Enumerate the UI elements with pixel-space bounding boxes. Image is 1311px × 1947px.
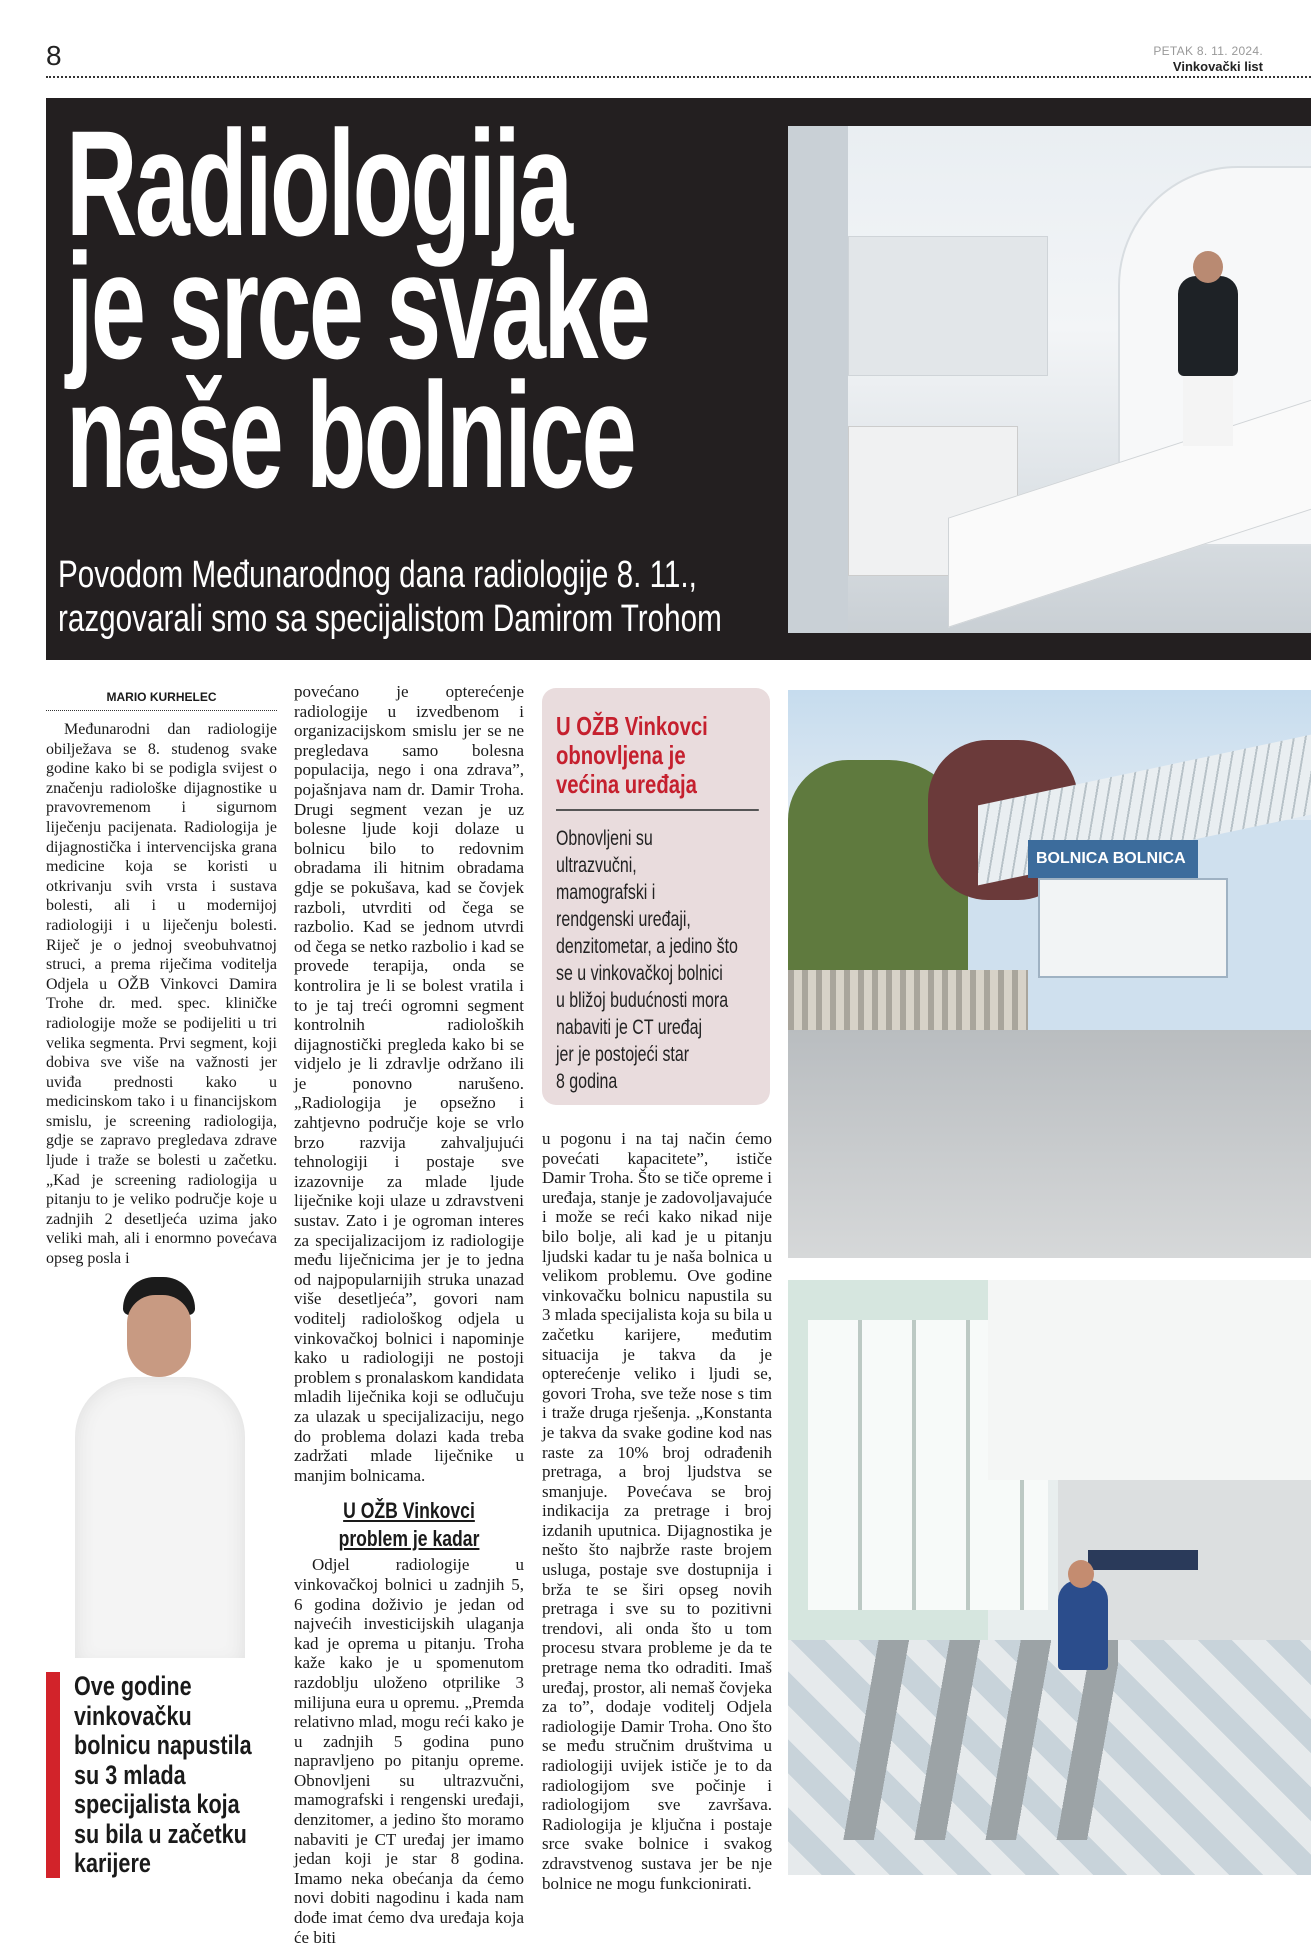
pull-quote-line: su 3 mlada	[74, 1759, 186, 1790]
headline-line: Radiologija	[66, 99, 571, 267]
mri-room-photo	[788, 126, 1311, 633]
subheading-line: problem je kadar	[338, 1526, 480, 1552]
subtitle-line: Povodom Međunarodnog dana radiologije 8. 11.,	[58, 554, 697, 596]
headline-line: naše bolnice	[66, 351, 635, 519]
article-column-3	[542, 1129, 772, 1893]
hospital-corridor-photo	[788, 1280, 1311, 1875]
info-box-body: Obnovljeni su ultrazvučni, mamografski i rendgenski uređaji, denzitometar, a jedino što se u vinkovačkoj bolnici u bližoj budućnosti mora nabaviti je CT uređaj jer je postojeći star 8 godina	[556, 827, 738, 1093]
paragraph: Međunarodni dan radiologije obilježava se 8. studenog svake godine kako bi se podigla svijest o značenju radiološke dijagnostike u pravovremenom i sigurnom liječenju pacijenata. Radiologija je dijagnostička i intervencijska grana medicine koja se koristi u otkrivanju svih vrsta i sustava bolesti, ali i u modernijoj radiologiji i u liječenju bolesti. Riječ je o jednoj sveobuhvatnoj struci, a prema riječima voditelja Odjela u OŽB Vinkovci Damira Trohe dr. med. spec. kliničke radiologije može se podijeliti u tri velika segmenta. Prvi segment, koji dobiva sve više na važnosti jer uviđa prednosti kako u medicinskom tako i u financijskom smislu, je screening radiologija, gdje se zapravo pregledava zdrave ljude i traže se bolesti u začetku. „Kad je screening radiologija u pitanju to je veliko područje koje u zadnjih 2 desetljeća uzima jako veliki mah, ali i enormno povećava opseg posla i	[46, 721, 277, 1268]
pull-quote-line: bolnicu napustila	[74, 1730, 252, 1760]
hospital-sign: BOLNICA BOLNICA	[1028, 840, 1198, 878]
page-number: 8	[46, 40, 62, 71]
pull-quote-line: karijere	[74, 1848, 151, 1878]
paragraph: povećano je opterećenje radiologije u izvedbenom i organizacijskom smislu jer se ne pregledava samo bolesna populacija, nego i ona zdrava”, pojašnjava nam dr. Damir Troha. Drugi segment vezan je uz bolesne ljude koji dolaze u bolnicu bilo to redovnim obradama ili hitnim obradama gdje se pokušava, kad se čovjek razboli, utvrditi od čega se razbolio. Kad se jednom utvrdi od čega se netko razbolio i kad se provede terapija, onda se kontrolira je li se bolest vratila i to je taj treći ogromni segment kontrolnih radioloških dijagnostički pregleda kako bi se vidjelo je li zdravlje održano ili je ponovno narušeno. „Radiologija je opsežno i zahtjevno područje koje se vrlo brzo razvija zahvaljujući tehnologiji i postaje sve izazovnije za mlade ljude liječnike koji ulaze u zdravstveni sustav. Zato i je ogroman interes za specijalizacijom iz radiologije među liječnicima jer je to jedna od najpopularnijih struka unazad više desetljeća”, govori nam voditelj radiološkog odjela u vinkovačkoj bolnici i napominje kako u radiologiji ne postoji problem s pronalaskom kandidata mladih liječnika koji se odlučuju za ulazak u specijalizaciju, nego do problema dolazi kada treba zadržati mlade liječnike u manjim bolnicama.	[294, 682, 524, 1485]
pull-quote	[46, 1672, 277, 1878]
pull-quote-line: Ove godine	[74, 1672, 192, 1701]
paragraph: u pogonu i na taj način ćemo povećati kapacitete”, ističe Damir Troha. Što se tiče opreme i uređaja, stanje je zadovoljavajuće i može se reći kako nikad nije bilo bolje, ali kad je u pitanju ljudski kadar tu je naša bolnica u velikom problemu. Ove godine vinkovačku bolnicu napustila su 3 mlada specijalista koja su bila u začetku karijere, međutim situacija je takva da je opterećenje veliko i ljudi se, govori Troha, sve teže nose s tim i traže druga rješenja. „Konstanta je takva da svake godine kod nas raste za 10% broj odrađenih pretraga, a broj ljudstva se smanjuje. Povećava se broj indikacija za pretrage i broj izdanih uputnica. Dijagnostika je nešto što najbrže raste brojem usluga, postaje sve dostupnija i brža te se širi opseg novih pretraga i sve su to pozitivni trendovi, ali onda što u tom procesu stvara probleme je da te pretrage nema tko odraditi. Imaš uređaj, prostor, ali nemaš čovjeka za to”, dodaje voditelj Odjela radiologije Damir Troha. Ono što se među stručnim društvima u radiologiji uvijek ističe je to da radiologijom sve počinje i radiologijom sve završava. Radiologija je ključna i postaje srce svake bolnice i svakog zdravstvenog sustava jer be nje bolnice ne mogu funkcionirati.	[542, 1129, 772, 1893]
article-column-2	[294, 682, 524, 1947]
headline-line: je srce svake	[66, 222, 649, 390]
paragraph: Odjel radiologije u vinkovačkoj bolnici u zadnjih 5, 6 godina doživio je jedan od najvećih investicijskih ulaganja kad je oprema u pitanju. Troha kaže kako je u spomenutom razdoblju uloženo otprilike 3 milijuna eura u opremu. „Premda relativno mlad, mogu reći kako je u zadnjih 5 godina puno napravljeno po pitanju opreme. Obnovljeni su ultrazvučni, mamografski i rengenski uređaji, denzitomer, a jedino što moramo nabaviti je CT uređaj jer imamo jedan koji je star 8 godina. Imamo neka obećanja da ćemo novi dobiti nagodinu i kada nam dođe imat ćemo dva uređaja koja će biti	[294, 1555, 524, 1947]
article-column-1-wrapper	[46, 720, 277, 1878]
section-subheading	[317, 1497, 501, 1553]
pull-quote-line: vinkovačku	[74, 1700, 192, 1731]
info-box	[542, 688, 770, 1105]
article-column-1	[46, 720, 277, 1269]
subtitle-line: razgovarali smo sa specijalistom Damirom Trohom	[58, 598, 722, 640]
pull-quote-line: su bila u začetku	[74, 1818, 247, 1849]
publication-name: Vinkovački list	[1172, 59, 1263, 74]
issue-date: PETAK 8. 11. 2024.	[1153, 44, 1263, 58]
byline: MARIO KURHELEC	[46, 690, 277, 711]
info-box-title: U OŽB Vinkovci obnovljena je većina uređaja	[556, 712, 759, 811]
pull-quote-line: specijalista koja	[74, 1789, 240, 1819]
subtitle	[58, 553, 838, 641]
hospital-entrance-photo	[788, 690, 1311, 1258]
doctor-portrait-photo	[55, 1277, 267, 1658]
subheading-line: U OŽB Vinkovci	[343, 1498, 475, 1524]
header-rule	[46, 76, 1311, 78]
